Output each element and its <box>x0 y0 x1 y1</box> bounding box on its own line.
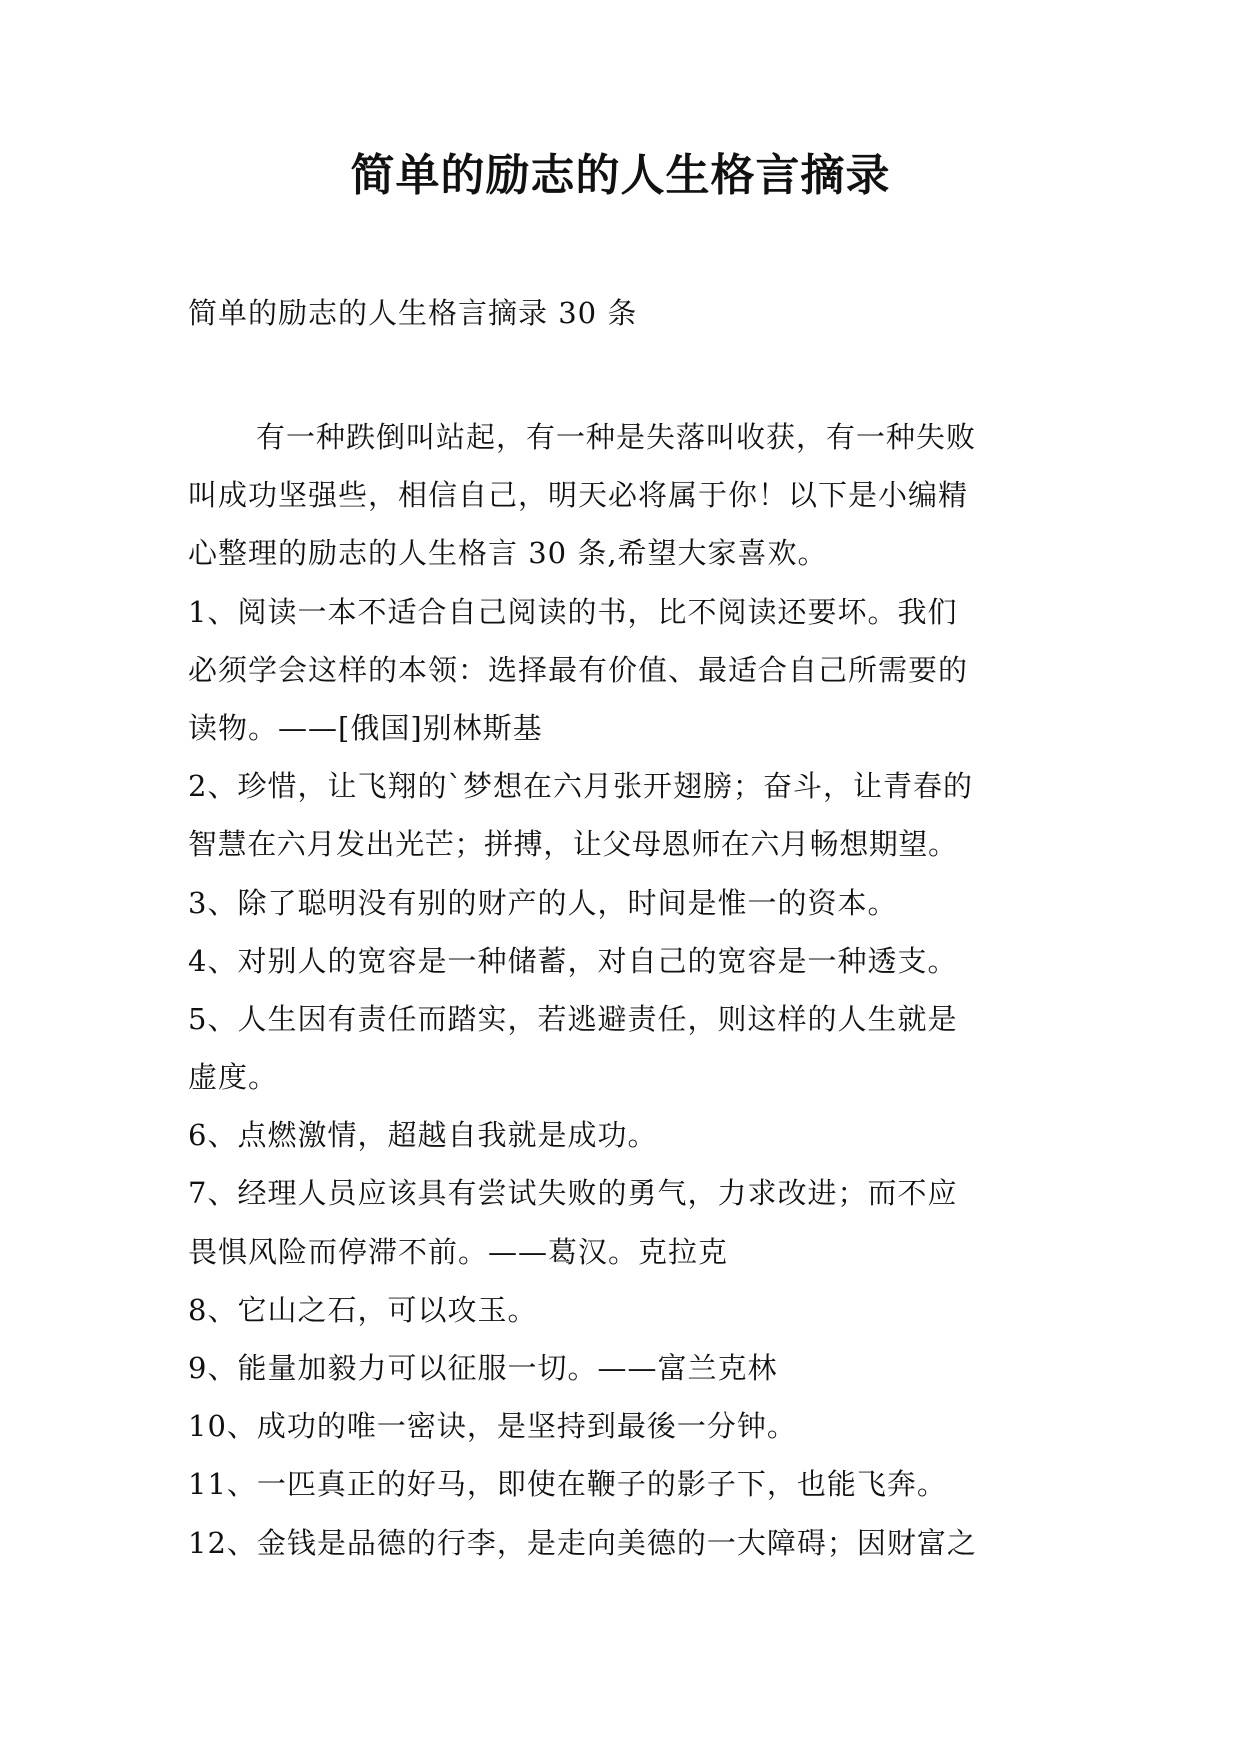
body-line: 畏惧风险而停滞不前。——葛汉。克拉克 <box>188 1234 729 1269</box>
body-line: 智慧在六月发出光芒；拼搏，让父母恩师在六月畅想期望。 <box>188 827 958 862</box>
body-line: 12、金钱是品德的行李，是走向美德的一大障碍；因财富之 <box>188 1525 977 1560</box>
body-line: 4、对别人的宽容是一种储蓄，对自己的宽容是一种透支。 <box>188 943 958 978</box>
body-line: 有一种跌倒叫站起，有一种是失落叫收获，有一种失败 <box>256 420 977 454</box>
document-subtitle: 简单的励志的人生格言摘录 30 条 <box>188 296 638 330</box>
body-line: 10、成功的唯一密诀，是坚持到最後一分钟。 <box>188 1409 797 1444</box>
body-line: 11、一匹真正的好马，即使在鞭子的影子下，也能飞奔。 <box>188 1467 947 1502</box>
body-line: 6、点燃激情，超越自我就是成功。 <box>188 1118 658 1153</box>
body-line: 8、它山之石，可以攻玉。 <box>188 1292 538 1327</box>
body-line: 2、珍惜，让飞翔的`梦想在六月张开翅膀；奋斗，让青春的 <box>188 769 973 804</box>
body-line: 9、能量加毅力可以征服一切。——富兰克林 <box>188 1351 778 1385</box>
body-line: 必须学会这样的本领：选择最有价值、最适合自己所需要的 <box>188 652 969 687</box>
document-body <box>188 408 1068 1572</box>
document-title: 简单的励志的人生格言摘录 <box>350 150 891 201</box>
body-line: 虚度。 <box>188 1060 279 1095</box>
body-line: 叫成功坚强些，相信自己，明天必将属于你！以下是小编精 <box>188 478 969 513</box>
body-line: 1、阅读一本不适合自己阅读的书，比不阅读还要坏。我们 <box>188 594 958 629</box>
body-line: 心整理的励志的人生格言 30 条,希望大家喜欢。 <box>188 536 828 571</box>
body-line: 7、经理人员应该具有尝试失败的勇气，力求改进；而不应 <box>188 1176 958 1211</box>
body-line: 3、除了聪明没有别的财产的人，时间是惟一的资本。 <box>188 885 898 920</box>
body-line: 5、人生因有责任而踏实，若逃避责任，则这样的人生就是 <box>188 1001 958 1036</box>
body-line: 读物。——[俄国]别林斯基 <box>188 710 543 745</box>
